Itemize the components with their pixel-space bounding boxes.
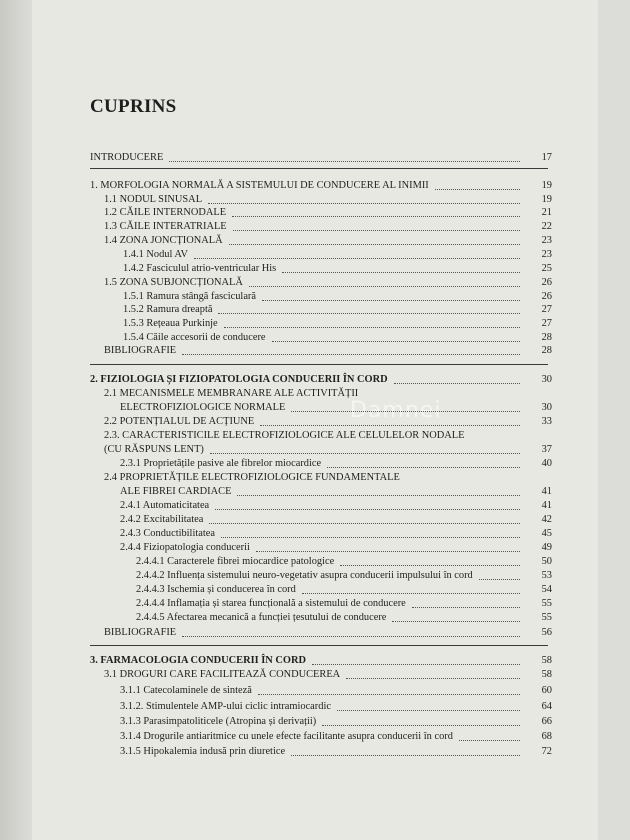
toc-page-number: 42 — [541, 514, 552, 525]
toc-entry-title: 2.4.4.4 Inflamația și starea funcțională a sistemului de conducere — [136, 598, 406, 609]
dot-leader — [312, 664, 520, 665]
toc-entry — [136, 570, 473, 582]
toc-entry — [123, 291, 256, 303]
toc-entry — [104, 235, 223, 247]
toc-entry — [123, 263, 276, 275]
toc-page-number: 56 — [541, 627, 552, 638]
toc-page-number: 40 — [541, 458, 552, 469]
dot-leader — [210, 453, 520, 454]
toc-entry-title: 2.2 POTENȚIALUL DE ACȚIUNE — [104, 416, 255, 427]
toc-page-number: 28 — [541, 332, 552, 343]
toc-entry — [120, 500, 209, 512]
toc-page-number: 55 — [541, 612, 552, 623]
toc-entry — [104, 221, 227, 233]
toc-entry-title: 3. FARMACOLOGIA CONDUCERII ÎN CORD — [90, 655, 306, 666]
toc-page-number: 27 — [541, 304, 552, 315]
toc-entry — [104, 416, 254, 428]
dot-leader — [291, 755, 520, 756]
toc-entry-title: 1.1 NODUL SINUSAL — [104, 194, 203, 205]
dot-leader — [337, 710, 520, 711]
dot-leader — [256, 551, 520, 552]
dot-leader — [479, 579, 520, 580]
toc-entry — [104, 669, 340, 681]
toc-entry — [120, 528, 215, 540]
toc-entry — [90, 180, 429, 192]
dot-leader — [291, 411, 520, 412]
toc-entry — [136, 556, 334, 568]
dot-leader — [435, 189, 520, 190]
toc-entry-title: 3.1.2. Stimulentele AMP-ului ciclic intramiocardic — [120, 701, 331, 712]
dot-leader — [182, 354, 520, 355]
dot-leader — [194, 258, 520, 259]
dot-leader — [262, 300, 520, 301]
toc-page-number: 27 — [541, 318, 552, 329]
toc-page-number: 30 — [541, 374, 552, 385]
toc-entry-title: 1.4.2 Fasciculul atrio-ventricular His — [123, 263, 277, 274]
toc-page-number: 41 — [541, 500, 552, 511]
toc-entry-title: 1.5.1 Ramura stângă fasciculară — [123, 291, 257, 302]
dot-leader — [233, 230, 520, 231]
toc-page-number: 41 — [541, 486, 552, 497]
dot-leader — [208, 203, 520, 204]
toc-page-number: 66 — [541, 716, 552, 727]
toc-entry-title: 2. FIZIOLOGIA ȘI FIZIOPATOLOGIA CONDUCERII ÎN CORD — [90, 374, 388, 385]
toc-page-number: 26 — [541, 291, 552, 302]
toc-entry — [104, 207, 226, 219]
toc-page-number: 21 — [541, 207, 552, 218]
toc-entry — [136, 584, 296, 596]
toc-entry — [104, 277, 243, 289]
dot-leader — [302, 593, 520, 594]
toc-entry — [123, 318, 218, 330]
toc-entry-title: 2.4.4.3 Ischemia și conducerea în cord — [136, 584, 296, 595]
dot-leader — [327, 467, 520, 468]
toc-entry — [120, 514, 203, 526]
toc-entry-title: (CU RĂSPUNS LENT) — [104, 444, 204, 455]
toc-entry — [104, 472, 400, 484]
dot-leader — [221, 537, 520, 538]
toc-page-number: 68 — [541, 731, 552, 742]
dot-leader — [282, 272, 520, 273]
dot-leader — [322, 725, 520, 726]
toc-entry-title: 3.1.3 Parasimpatoliticele (Atropina și derivații) — [120, 716, 317, 727]
page-title: CUPRINS — [90, 96, 177, 117]
toc-page-number: 53 — [541, 570, 552, 581]
toc-entry — [104, 444, 204, 456]
toc-page-number: 25 — [541, 263, 552, 274]
toc-page-number: 72 — [541, 746, 552, 757]
toc-page-number: 55 — [541, 598, 552, 609]
toc-entry — [120, 542, 250, 554]
dot-leader — [272, 341, 520, 342]
toc-page-number: 58 — [541, 655, 552, 666]
toc-entry — [104, 388, 358, 400]
toc-entry — [136, 612, 386, 624]
toc-page-number: 22 — [541, 221, 552, 232]
toc-entry — [120, 685, 252, 697]
toc-entry-title: 1.3 CĂILE INTERATRIALE — [104, 221, 227, 232]
toc-entry-title: ELECTROFIZIOLOGICE NORMALE — [120, 402, 286, 413]
toc-entry — [120, 486, 231, 498]
toc-entry-title: 3.1.5 Hipokalemia indusă prin diuretice — [120, 746, 286, 757]
toc-entry-title: 2.4.4.1 Caracterele fibrei miocardice patologice — [136, 556, 335, 567]
toc-entry-title: 2.4.2 Excitabilitatea — [120, 514, 204, 525]
toc-entry-title: ALE FIBREI CARDIACE — [120, 486, 232, 497]
toc-entry — [123, 332, 266, 344]
toc-entry-title: 1.5 ZONA SUBJONCȚIONALĂ — [104, 277, 243, 288]
toc-page-number: 33 — [541, 416, 552, 427]
toc-entry — [120, 716, 316, 728]
toc-entry-title: 2.4.3 Conductibilitatea — [120, 528, 215, 539]
toc-entry-title: BIBLIOGRAFIE — [104, 345, 177, 356]
toc-page-number: 30 — [541, 402, 552, 413]
toc-entry-title: 2.4.1 Automaticitatea — [120, 500, 210, 511]
watermark-text: Damnei — [350, 398, 442, 423]
toc-page-number: 28 — [541, 345, 552, 356]
toc-entry-title: 2.4.4.5 Afectarea mecanică a funcției țesutului de conducere — [136, 612, 387, 623]
toc-entry — [120, 402, 285, 414]
toc-entry-title: 1.5.2 Ramura dreaptă — [123, 304, 213, 315]
toc-page-number: 58 — [541, 669, 552, 680]
toc-page-number: 60 — [541, 685, 552, 696]
toc-page-number: 17 — [541, 152, 552, 163]
dot-leader — [224, 327, 520, 328]
toc-entry-title: 1. MORFOLOGIA NORMALĂ A SISTEMULUI DE CONDUCERE AL INIMII — [90, 180, 429, 191]
toc-entry-title: 2.1 MECANISMELE MEMBRANARE ALE ACTIVITĂȚII — [104, 388, 359, 399]
dot-leader — [182, 636, 520, 637]
toc-entry — [104, 430, 464, 442]
dot-leader — [232, 216, 520, 217]
toc-entry-title: 1.2 CĂILE INTERNODALE — [104, 207, 227, 218]
dot-leader — [346, 678, 520, 679]
toc-entry — [123, 304, 212, 316]
toc-entry-title: 2.4.4.2 Influența sistemului neuro-vegetativ asupra conducerii impulsului în cord — [136, 570, 473, 581]
toc-page-number: 54 — [541, 584, 552, 595]
toc-entry — [120, 701, 331, 713]
toc-entry-title: 2.3.1 Proprietățile pasive ale fibrelor miocardice — [120, 458, 322, 469]
toc-entry-title: 1.4 ZONA JONCȚIONALĂ — [104, 235, 223, 246]
dot-leader — [237, 495, 520, 496]
toc-entry — [104, 345, 176, 357]
dot-leader — [340, 565, 520, 566]
toc-page-number: 49 — [541, 542, 552, 553]
toc-entry — [90, 374, 388, 386]
toc-page-number: 23 — [541, 249, 552, 260]
toc-entry — [123, 249, 188, 261]
toc-entry-title: 3.1.4 Drogurile antiaritmice cu unele efecte facilitante asupra conducerii în cord — [120, 731, 453, 742]
dot-leader — [260, 425, 520, 426]
toc-entry-title: INTRODUCERE — [90, 152, 164, 163]
toc-entry-title: 2.4.4 Fiziopatologia conducerii — [120, 542, 250, 553]
dot-leader — [392, 621, 520, 622]
dot-leader — [459, 740, 520, 741]
toc-entry-title: BIBLIOGRAFIE — [104, 627, 177, 638]
dot-leader — [169, 161, 520, 162]
toc-entry — [120, 746, 285, 758]
toc-page-number: 23 — [541, 235, 552, 246]
toc-entry-title: 2.3. CARACTERISTICILE ELECTROFIZIOLOGICE ALE CELULELOR NODALE — [104, 430, 465, 441]
toc-page-number: 50 — [541, 556, 552, 567]
toc-entry — [104, 194, 202, 206]
dot-leader — [215, 509, 520, 510]
dot-leader — [229, 244, 520, 245]
toc-entry — [104, 627, 176, 639]
toc-entry — [120, 458, 321, 470]
toc-entry-title: 1.5.4 Căile accesorii de conducere — [123, 332, 266, 343]
toc-entry-title: 3.1.1 Catecolaminele de sinteză — [120, 685, 252, 696]
toc-entry — [90, 655, 306, 667]
dot-leader — [394, 383, 520, 384]
dot-leader — [209, 523, 520, 524]
dot-leader — [412, 607, 520, 608]
dot-leader — [258, 694, 520, 695]
toc-page-number: 45 — [541, 528, 552, 539]
toc-page-number: 64 — [541, 701, 552, 712]
toc-entry-title: 1.4.1 Nodul AV — [123, 249, 189, 260]
toc-entry-title: 3.1 DROGURI CARE FACILITEAZĂ CONDUCEREA — [104, 669, 341, 680]
toc-entry — [90, 152, 163, 164]
toc-entry-title: 1.5.3 Rețeaua Purkinje — [123, 318, 218, 329]
toc-page-number: 26 — [541, 277, 552, 288]
dot-leader — [218, 313, 520, 314]
toc-page-number: 19 — [541, 194, 552, 205]
toc-page-number: 19 — [541, 180, 552, 191]
dot-leader — [249, 286, 520, 287]
toc-entry-title: 2.4 PROPRIETĂȚILE ELECTROFIZIOLOGICE FUNDAMENTALE — [104, 472, 400, 483]
toc-entry — [136, 598, 406, 610]
toc-page-number: 37 — [541, 444, 552, 455]
toc-entry — [120, 731, 453, 743]
